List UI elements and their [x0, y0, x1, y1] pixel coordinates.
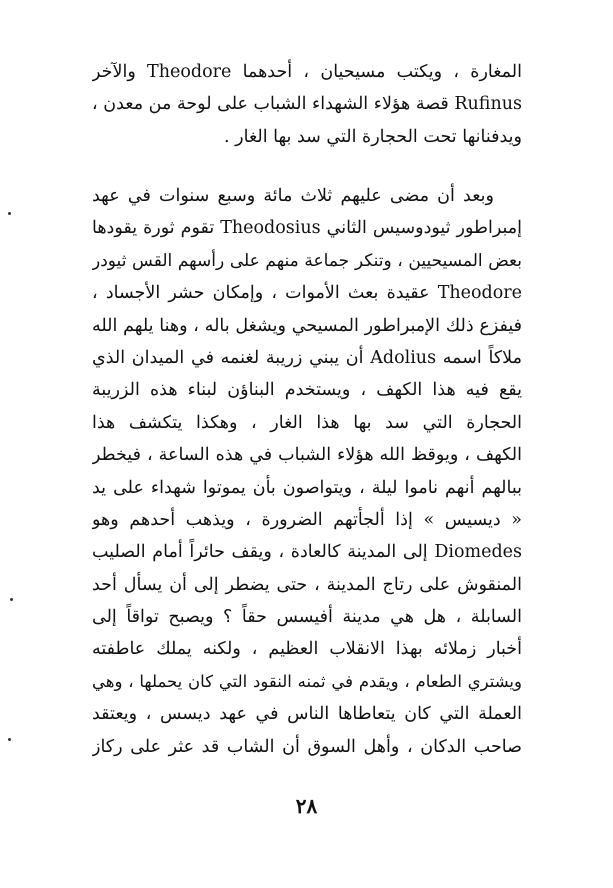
page-number: ٢٨ — [295, 794, 318, 818]
text-line: ويدفنانها تحت الحجارة التي سد بها الغار . — [224, 126, 522, 147]
paragraph-2 — [92, 180, 522, 763]
text-line: Theodore عقيدة بعث الأموات ، وإمكان حشر الأجساد ، — [92, 283, 522, 304]
text-line: المغارة ، ويكتب مسيحيان ، أحدهما Theodore والآخر — [92, 62, 522, 82]
text-line: يقع فيه هذا الكهف ، ويستخدم البناؤن لبناء هذه الزريبة — [92, 380, 522, 401]
text-line: المنقوش على رتاج المدينة ، حتى يضطر إلى أن يسأل أحد — [92, 574, 522, 595]
text-line: السابلة ، هل هي مدينة أفيسس حقاً ؟ ويصبح تواقاً إلى — [92, 607, 522, 628]
text-line: ملاكاً اسمه Adolius أن يبني زريبة لغنمه في الميدان الذي — [92, 347, 522, 368]
text-line: أخبار زملائه بهذا الانقلاب العظيم ، ولكنه يملك عاطفته — [92, 639, 522, 660]
text-line: صاحب الدكان ، وأهل السوق أن الشاب قد عثر على ركاز — [92, 736, 522, 757]
text-line: Diomedes إلى المدينة كالعادة ، ويقف حائراً أمام الصليب — [92, 542, 522, 563]
text-line: ويشتري الطعام ، ويقدم في ثمنه النقود التي كان يحملها ، وهي — [92, 671, 522, 691]
text-line: بعض المسيحيين ، وتنكر جماعة منهم على رأسهم القس ثيودر — [92, 250, 522, 271]
text-line: العملة التي كان يتعاطاها الناس في عهد ديسس ، ويعتقد — [92, 704, 522, 725]
text-line: إمبراطور ثيودوسيس الثاني Theodosius تقوم ثورة يقودها — [92, 218, 522, 239]
text-line: وبعد أن مضى عليهم ثلاث مائة وسبع سنوات في عهد — [92, 186, 494, 206]
text-line: ببالهم أنهم ناموا ليلة ، ويتواصون بأن يموتوا شهداء على يد — [92, 477, 522, 498]
scan-speck — [8, 212, 11, 215]
text-line: الحجارة التي سد بها هذا الغار ، وهكذا يتكشف هذا — [92, 412, 522, 433]
scan-speck — [8, 738, 11, 741]
text-line: فيفزع ذلك الإمبراطور المسيحي ويشغل باله ، وهنا يلهم الله — [92, 315, 522, 336]
text-line: الكهف ، ويوقظ الله هؤلاء الشباب في هذه الساعة ، فيخطر — [92, 445, 522, 466]
text-line: « ديسيس » إذا ألجأتهم الضرورة ، ويذهب أحدهم وهو — [92, 509, 522, 530]
scan-speck — [10, 598, 13, 601]
paragraph-1 — [92, 56, 522, 153]
text-line: Rufinus قصة هؤلاء الشهداء الشباب على لوحة من معدن ، — [92, 94, 522, 115]
